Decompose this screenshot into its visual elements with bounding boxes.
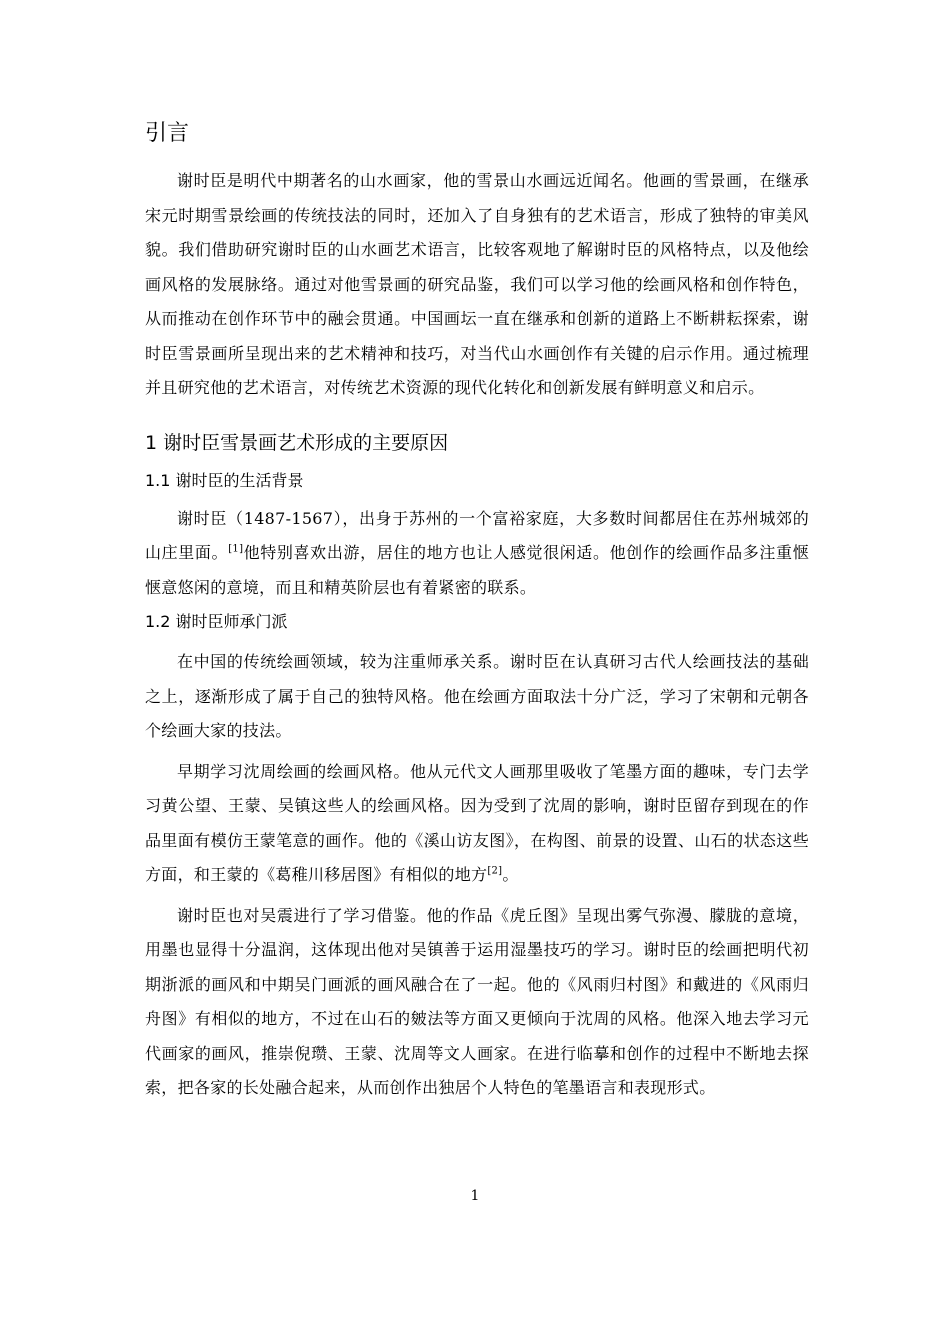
intro-heading: 引言 xyxy=(145,121,190,146)
paragraph-text: 谢时臣（1487-1567），出身于苏州的一个富裕家庭，大多数时间都居住在苏州城郊的山庄里面。 xyxy=(145,508,809,562)
section-1-2-paragraph-2 xyxy=(145,755,809,893)
section-1-2-heading: 1.2 谢时臣师承门派 xyxy=(145,612,288,631)
paragraph-text: 他特别喜欢出游，居住的地方也让人感觉很闲适。他创作的绘画作品多注重惬惬意悠闲的意境，而且和精英阶层也有着紧密的联系。 xyxy=(145,543,809,597)
section-1-2-paragraph-3: 谢时臣也对吴震进行了学习借鉴。他的作品《虎丘图》呈现出雾气弥漫、朦胧的意境，用墨也显得十分温润，这体现出他对吴镇善于运用湿墨技巧的学习。谢时臣的绘画把明代初期浙派的画风和中期吴门画派的画风融合在了一起。他的《风雨归村图》和戴进的《风雨归舟图》有相似的地方，不过在山石的皴法等方面又更倾向于沈周的风格。他深入地去学习元代画家的画风，推崇倪瓒、王蒙、沈周等文人画家。在进行临摹和创作的过程中不断地去探索，把各家的长处融合起来，从而创作出独居个人特色的笔墨语言和表现形式。 xyxy=(145,905,809,1097)
page-number: 1 xyxy=(470,1188,480,1204)
section-1-1-paragraph xyxy=(145,502,809,606)
citation-ref: [2] xyxy=(487,865,503,877)
citation-ref: [1] xyxy=(228,543,244,555)
section-1-2-paragraph-1: 在中国的传统绘画领域，较为注重师承关系。谢时臣在认真研习古代人绘画技法的基础之上，逐渐形成了属于自己的独特风格。他在绘画方面取法十分广泛，学习了宋朝和元朝各个绘画大家的技法。 xyxy=(145,652,809,740)
paragraph-text: 。 xyxy=(502,865,519,884)
section-1-1-heading: 1.1 谢时臣的生活背景 xyxy=(145,470,304,490)
intro-paragraph: 谢时臣是明代中期著名的山水画家，他的雪景山水画远近闻名。他画的雪景画，在继承宋元时期雪景绘画的传统技法的同时，还加入了自身独有的艺术语言，形成了独特的审美风貌。我们借助研究谢时臣的山水画艺术语言，比较客观地了解谢时臣的风格特点，以及他绘画风格的发展脉络。通过对他雪景画的研究品鉴，我们可以学习他的绘画风格和创作特色，从而推动在创作环节中的融会贯通。中国画坛一直在继承和创新的道路上不断耕耘探索，谢时臣雪景画所呈现出来的艺术精神和技巧，对当代山水画创作有关键的启示作用。通过梳理并且研究他的艺术语言，对传统艺术资源的现代化转化和创新发展有鲜明意义和启示。 xyxy=(145,171,809,397)
page-content xyxy=(145,118,809,1106)
paragraph-text: 早期学习沈周绘画的绘画风格。他从元代文人画那里吸收了笔墨方面的趣味，专门去学习黄公望、王蒙、吴镇这些人的绘画风格。因为受到了沈周的影响，谢时臣留存到现在的作品里面有模仿王蒙笔意的画作。他的《溪山访友图》，在构图、前景的设置、山石的状态这些方面，和王蒙的《葛稚川移居图》有相似的地方 xyxy=(145,761,809,884)
section-1-heading: 1 谢时臣雪景画艺术形成的主要原因 xyxy=(145,431,449,454)
